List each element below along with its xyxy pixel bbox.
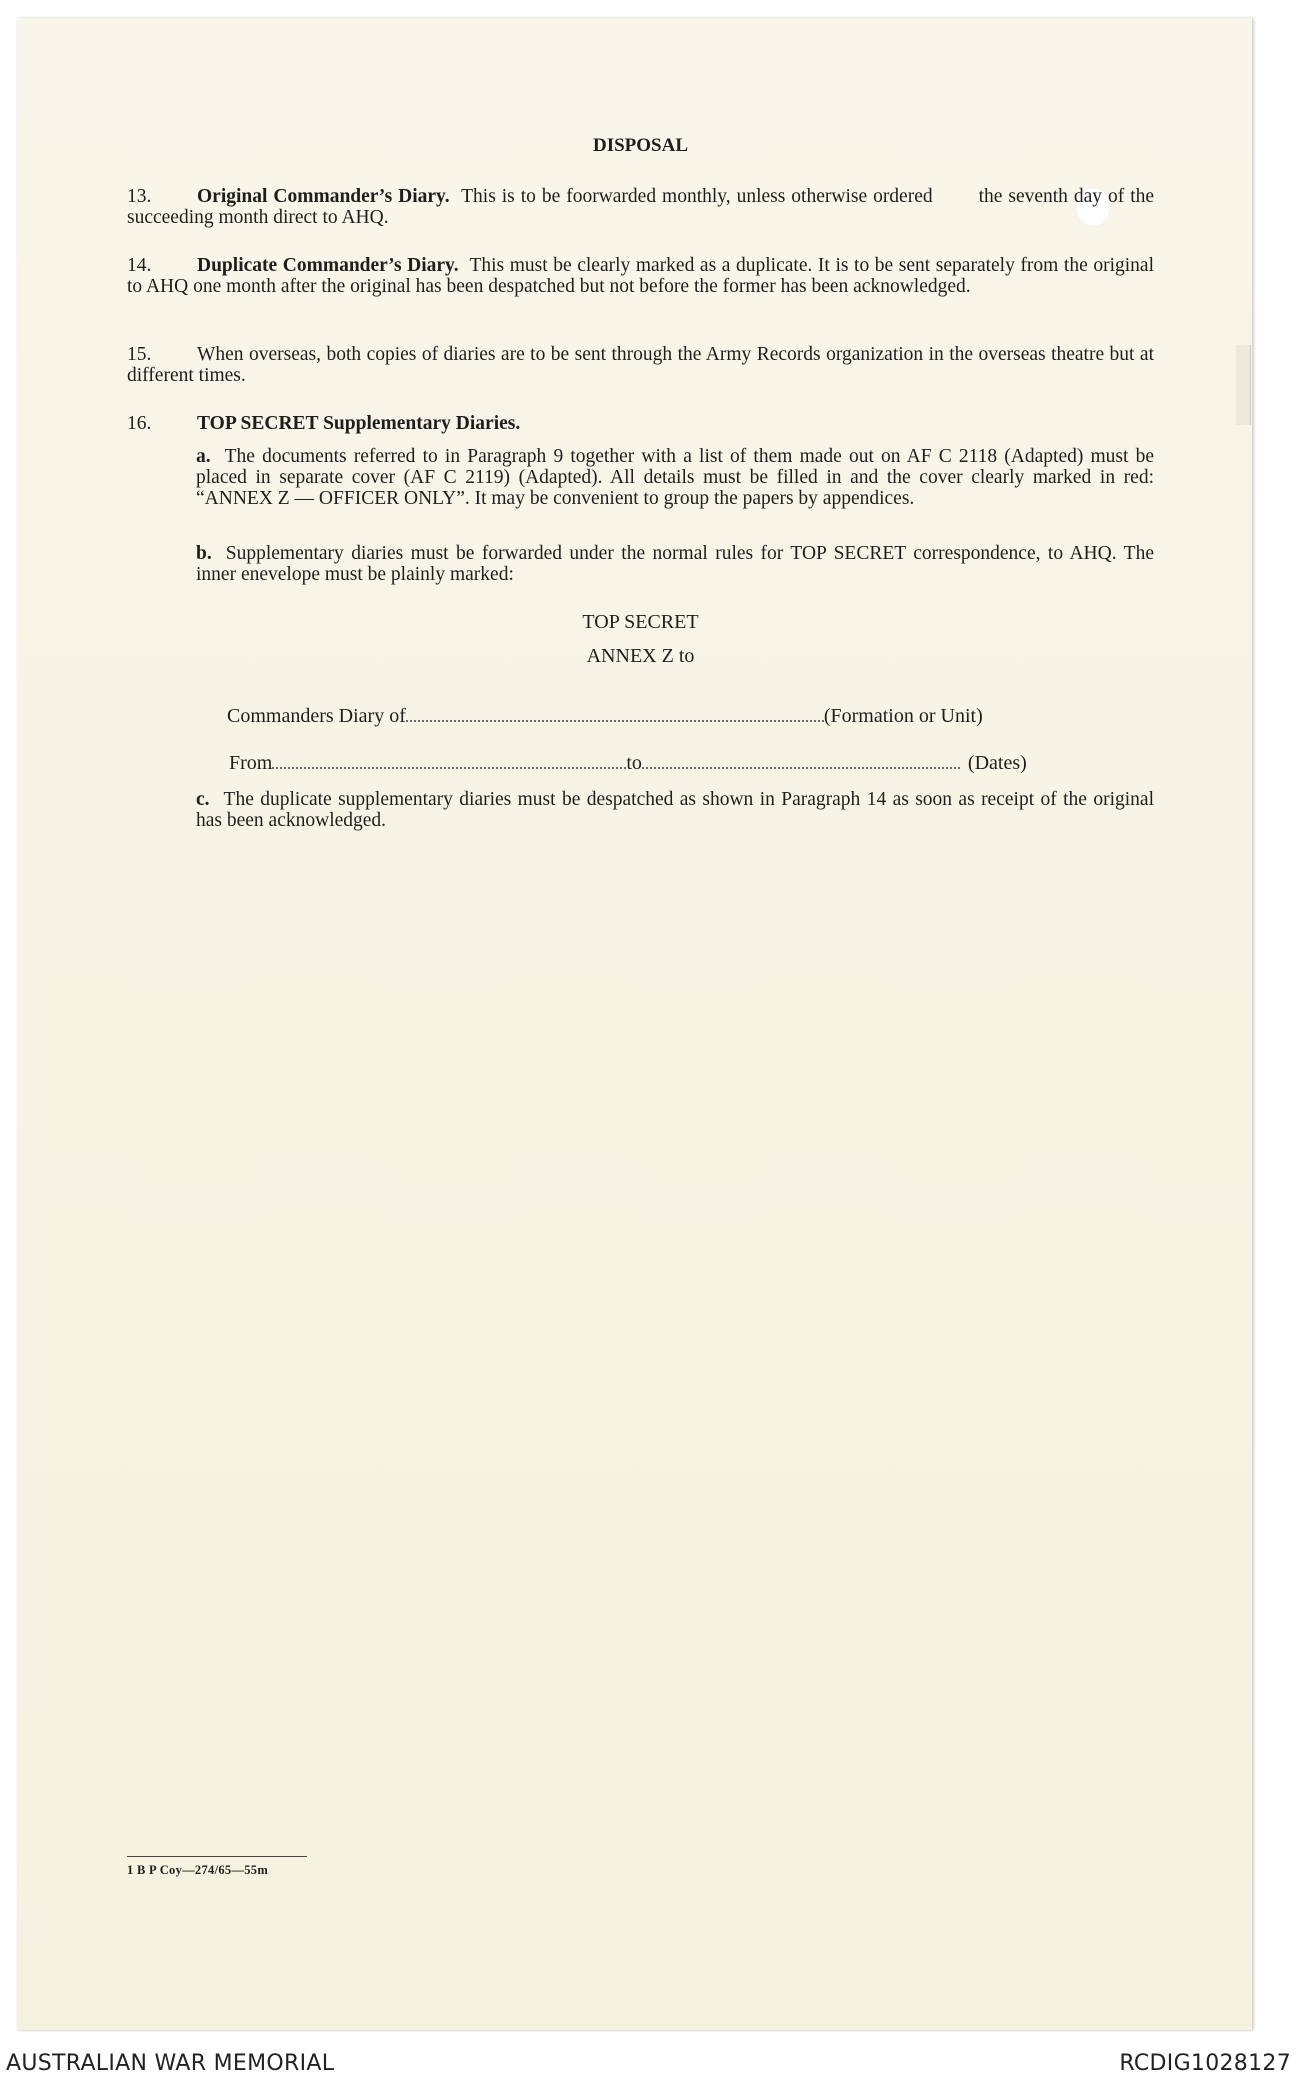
paragraph-15 bbox=[127, 344, 1154, 386]
subparagraph-letter: c. bbox=[196, 789, 210, 810]
paragraph-title: Duplicate Commander’s Diary. bbox=[197, 255, 459, 276]
archive-record-id: RCDIG1028127 bbox=[1119, 2051, 1291, 2076]
subparagraph-text: Supplementary diaries must be forwarded under the normal rules for TOP SECRET correspondence, to AHQ. The inner enevelope must be plainly marked: bbox=[196, 543, 1154, 585]
marking-annex-z: ANNEX Z to bbox=[586, 645, 695, 667]
form-line-dates bbox=[229, 752, 1027, 775]
subparagraph-16c bbox=[196, 789, 1154, 831]
paragraph-number: 15. bbox=[127, 344, 152, 365]
blank-to-date bbox=[642, 753, 960, 769]
form-label-to: to bbox=[626, 752, 642, 774]
paragraph-13 bbox=[127, 186, 1154, 228]
marking-top-secret: TOP SECRET bbox=[582, 611, 699, 633]
form-line-diary bbox=[227, 705, 983, 728]
paragraph-number: 14. bbox=[127, 255, 152, 276]
paragraph-14 bbox=[127, 255, 1154, 297]
paragraph-16 bbox=[127, 413, 1154, 434]
subparagraph-16a bbox=[196, 446, 1154, 509]
paragraph-number: 13. bbox=[127, 186, 152, 207]
footer-rule bbox=[127, 1856, 307, 1857]
paragraph-number: 16. bbox=[127, 413, 152, 434]
form-label-from: From bbox=[229, 752, 273, 774]
paragraph-text: This must be clearly marked as a duplicate. It is to be sent separately from the original to AHQ one month after the original has been despatched but not before the former has been acknowledged. bbox=[127, 255, 1154, 297]
blank-from-date bbox=[272, 753, 626, 769]
archive-institution: AUSTRALIAN WAR MEMORIAL bbox=[6, 2051, 335, 2076]
section-heading: DISPOSAL bbox=[592, 135, 689, 156]
subparagraph-text: The duplicate supplementary diaries must be despatched as shown in Paragraph 14 as soon as receipt of the original has been acknowledged. bbox=[196, 789, 1154, 831]
page-edge-fold bbox=[1236, 345, 1251, 425]
subparagraph-letter: b. bbox=[196, 543, 212, 564]
paragraph-title: Original Commander’s Diary. bbox=[197, 186, 450, 207]
paragraph-text: When overseas, both copies of diaries are to be sent through the Army Records organization in the overseas theatre but at different times. bbox=[127, 344, 1154, 386]
archive-caption-bar bbox=[0, 2045, 1297, 2082]
subparagraph-letter: a. bbox=[196, 446, 211, 467]
paragraph-text-continued: the seventh day of the succeeding month direct to AHQ. bbox=[127, 186, 1155, 228]
paragraph-text: This is to be foorwarded monthly, unless otherwise ordered bbox=[461, 186, 933, 207]
paragraph-title: TOP SECRET Supplementary Diaries. bbox=[197, 413, 521, 434]
blank-formation bbox=[406, 706, 824, 722]
document-page bbox=[17, 18, 1252, 2030]
form-label-diary: Commanders Diary of bbox=[227, 705, 406, 727]
subparagraph-16b bbox=[196, 543, 1154, 585]
printer-imprint: 1 B P Coy—274/65—55m bbox=[127, 1863, 269, 1877]
form-suffix-formation: (Formation or Unit) bbox=[823, 705, 983, 727]
subparagraph-text: The documents referred to in Paragraph 9 together with a list of them made out on AF C 2118 (Adapted) must be placed in separate cover (AF C 2119) (Adapted). All details must be filled in and the cover clearly marked in red: “ANNEX Z — OFFICER ONLY”. It may be convenient to group the papers by appendices. bbox=[196, 446, 1154, 509]
form-suffix-dates: (Dates) bbox=[967, 752, 1027, 774]
